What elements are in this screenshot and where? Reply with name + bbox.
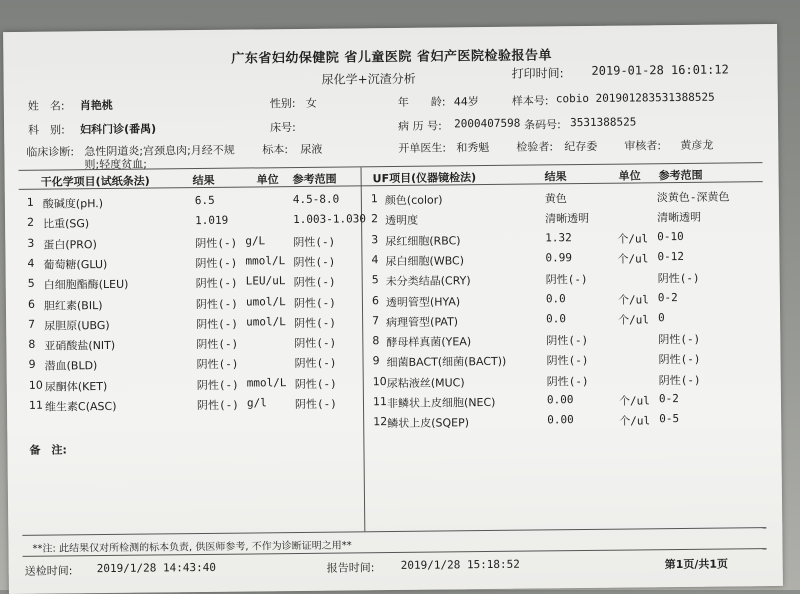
cell-name: 透明管型(HYA): [385, 294, 461, 309]
cell-ref: 0-2: [658, 392, 679, 406]
patient-sex: 女: [305, 96, 317, 110]
cell-result: 阴性(-): [545, 273, 588, 287]
reviewer-label: 审核者:: [624, 139, 662, 153]
receive-time-label: 送检时间:: [24, 564, 73, 578]
cell-ref: 1.003-1.030: [292, 212, 366, 227]
cell-name: 葡萄糖(GLU): [43, 257, 108, 272]
tester-label: 检验者:: [516, 140, 554, 154]
barcode-label: 条码号:: [524, 118, 561, 132]
cell-result: 0.99: [545, 251, 573, 265]
cell-no: 9: [28, 358, 36, 372]
cell-ref: 0: [658, 310, 665, 325]
cell-no: 2: [370, 212, 379, 226]
cell-unit: umol/L: [246, 314, 286, 329]
age-label: 年 龄:: [397, 95, 446, 109]
cell-ref: 0-2: [657, 290, 678, 304]
report-title: 广东省妇幼保健院 省儿童医院 省妇产医院检验报告单: [231, 48, 552, 67]
cell-ref: 阴性(-): [658, 332, 701, 347]
cell-no: 1: [26, 195, 34, 209]
cell-name: 非鳞状上皮细胞(NEC): [386, 395, 496, 411]
cell-ref: 阴性(-): [658, 373, 701, 387]
remarks-label: 备 注:: [29, 443, 67, 457]
cell-no: 4: [371, 253, 379, 267]
cell-result: 黄色: [544, 192, 567, 206]
cell-ref: 阴性(-): [657, 271, 700, 286]
cell-no: 7: [372, 313, 380, 328]
cell-no: 3: [371, 232, 379, 246]
cell-name: 病理管型(PAT): [386, 315, 459, 329]
cell-unit: 个/ul: [619, 414, 651, 428]
diagnosis-line2: 则;轻度贫血;: [84, 157, 147, 172]
cell-no: 5: [371, 273, 379, 287]
doctor-label: 开单医生:: [398, 141, 447, 155]
cell-ref: 0-5: [659, 412, 680, 426]
right-col-result: 结果: [544, 170, 567, 184]
cell-ref: 4.5-8.0: [292, 192, 340, 207]
cell-result: 阴性(-): [196, 317, 239, 331]
cell-result: 阴性(-): [546, 374, 589, 389]
cell-no: 8: [372, 334, 380, 348]
patient-dept: 妇科门诊(番禺): [80, 122, 157, 137]
right-col-unit: 单位: [618, 169, 641, 183]
cell-name: 酸碱度(pH.): [42, 197, 104, 211]
cell-unit: 个/ul: [617, 231, 649, 246]
cell-result: 阴性(-): [546, 334, 589, 348]
tester: 纪存委: [564, 139, 598, 154]
cell-no: 3: [27, 236, 35, 250]
report-category: 尿化学+沉渣分析: [321, 71, 416, 87]
cell-result: 1.019: [194, 214, 229, 228]
cell-no: 11: [372, 395, 388, 409]
cell-no: 7: [28, 317, 36, 331]
cell-ref: 0-12: [657, 249, 685, 264]
cell-unit: 个/ul: [618, 394, 650, 408]
cell-name: 白细胞酯酶(LEU): [43, 277, 129, 292]
cell-result: 1.32: [545, 230, 572, 244]
cell-no: 5: [27, 276, 35, 291]
cell-ref: 阴性(-): [294, 397, 337, 412]
cell-result: 阴性(-): [196, 398, 239, 413]
cell-name: 维生素C(ASC): [44, 399, 117, 414]
cell-no: 2: [27, 216, 35, 230]
cell-ref: 清晰透明: [656, 211, 702, 225]
report-time-label: 报告时间:: [326, 561, 375, 575]
cell-no: 9: [372, 354, 380, 368]
cell-unit: mmol/L: [245, 254, 286, 268]
dept-label: 科 别:: [28, 123, 65, 137]
sample-no-label: 样本号:: [511, 94, 549, 108]
name-label: 姓 名:: [27, 99, 65, 113]
cell-no: 10: [372, 374, 387, 388]
receive-time: 2019/1/28 14:43:40: [96, 560, 216, 576]
lab-report-paper: [3, 24, 783, 594]
cell-ref: 淡黄色-深黄色: [656, 190, 730, 205]
cell-ref: 阴性(-): [293, 255, 336, 269]
cell-name: 未分类结晶(CRY): [385, 274, 471, 289]
cell-unit: 个/ul: [617, 252, 649, 266]
cell-result: 阴性(-): [196, 358, 239, 372]
left-col-unit: 单位: [256, 173, 279, 187]
cell-result: 阴性(-): [196, 378, 239, 392]
record-label: 病 历 号:: [398, 119, 442, 133]
cell-name: 比重(SG): [43, 217, 90, 231]
page-number: 第1页/共1页: [664, 557, 729, 572]
cell-ref: 阴性(-): [294, 377, 337, 391]
diagnosis-label: 临床诊断:: [26, 145, 75, 159]
cell-name: 尿胆原(UBG): [44, 318, 110, 333]
diagnosis-line1: 急性阴道炎;宫颈息肉;月经不规: [84, 143, 235, 159]
cell-result: 0.00: [546, 393, 574, 407]
cell-result: 阴性(-): [546, 354, 589, 368]
cell-name: 透明度: [385, 214, 419, 228]
cell-ref: 阴性(-): [293, 235, 336, 249]
patient-age: 44岁: [453, 95, 479, 109]
cell-unit: LEU/uL: [245, 274, 286, 288]
cell-no: 12: [373, 415, 388, 429]
cell-name: 尿白细胞(WBC): [385, 254, 465, 268]
cell-unit: g/l: [246, 396, 267, 410]
record-no: 2000407598: [453, 116, 521, 131]
cell-ref: 阴性(-): [294, 316, 337, 330]
print-time: 2019-01-28 16:01:12: [591, 62, 729, 78]
doctor: 和秀魁: [456, 140, 490, 155]
cell-unit: 个/ul: [618, 313, 650, 327]
left-col-name: 干化学项目(试纸条法): [40, 174, 150, 189]
cell-no: 6: [27, 297, 35, 311]
cell-unit: 个/ul: [617, 292, 649, 307]
cell-no: 10: [28, 378, 43, 392]
cell-unit: mmol/L: [246, 375, 287, 390]
left-col-result: 结果: [192, 173, 215, 188]
cell-ref: 阴性(-): [293, 296, 336, 310]
cell-no: 11: [28, 398, 44, 412]
cell-name: 细菌BACT(细菌(BACT)): [386, 355, 507, 370]
reviewer: 黄彦龙: [680, 138, 714, 152]
right-col-name: UF项目(仪器镜检法): [372, 171, 477, 186]
cell-name: 颜色(color): [384, 193, 443, 208]
cell-unit: g/L: [245, 233, 266, 248]
cell-name: 尿红细胞(RBC): [385, 233, 461, 248]
cell-ref: 阴性(-): [294, 356, 337, 371]
cell-ref: 阴性(-): [658, 353, 701, 367]
cell-no: 8: [28, 337, 36, 351]
disclaimer-note: **注: 此结果仅对所检测的标本负责, 供医师参考, 不作为诊断证明之用**: [32, 540, 352, 555]
cell-no: 6: [371, 293, 379, 307]
report-time: 2019/1/28 15:18:52: [400, 557, 520, 572]
cell-no: 4: [27, 256, 35, 270]
cell-unit: umol/L: [245, 294, 286, 309]
cell-result: 清晰透明: [544, 212, 590, 226]
left-col-ref: 参考范围: [292, 172, 337, 187]
cell-result: 6.5: [194, 193, 215, 208]
cell-result: 阴性(-): [195, 276, 238, 291]
cell-name: 亚硝酸盐(NIT): [44, 339, 116, 353]
cell-result: 0.00: [547, 413, 574, 427]
specimen: 尿液: [300, 142, 323, 156]
cell-name: 胆红素(BIL): [43, 298, 103, 313]
cell-result: 阴性(-): [195, 256, 238, 270]
specimen-label: 标本:: [262, 143, 289, 157]
cell-name: 鳞状上皮(SQEP): [387, 416, 470, 431]
barcode: 3531388525: [569, 115, 637, 130]
cell-name: 蛋白(PRO): [43, 237, 97, 252]
cell-ref: 阴性(-): [294, 336, 337, 351]
cell-result: 0.0: [546, 311, 567, 326]
cell-no: 1: [370, 192, 378, 206]
cell-result: 阴性(-): [195, 236, 238, 250]
print-time-label: 打印时间:: [511, 66, 564, 81]
footer-rule-top: [22, 527, 766, 536]
patient-name: 肖艳桃: [79, 98, 113, 113]
cell-result: 0.0: [545, 291, 566, 305]
cell-result: 阴性(-): [195, 297, 238, 311]
cell-name: 酵母样真菌(YEA): [386, 335, 472, 350]
sex-label: 性别:: [269, 97, 296, 111]
right-col-ref: 参考范围: [658, 168, 703, 183]
bed-label: 床号:: [270, 121, 296, 135]
cell-name: 潜血(BLD): [44, 359, 98, 374]
cell-name: 尿酮体(KET): [44, 379, 108, 394]
cell-ref: 阴性(-): [293, 275, 336, 290]
sample-no: cobio 201901283531388525: [555, 90, 715, 106]
cell-name: 尿粘液丝(MUC): [386, 375, 465, 390]
cell-ref: 0-10: [657, 229, 684, 243]
cell-result: 阴性(-): [196, 337, 239, 352]
